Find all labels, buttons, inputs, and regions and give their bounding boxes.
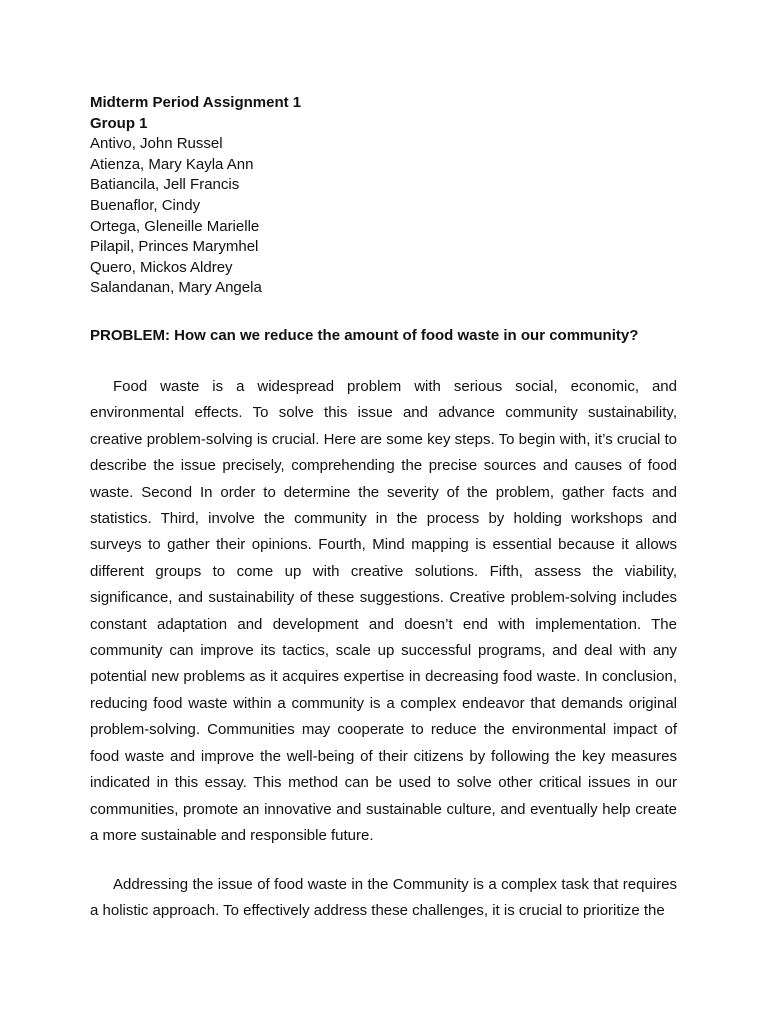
member-name: Salandanan, Mary Angela xyxy=(90,279,262,297)
problem-statement: PROBLEM: How can we reduce the amount of food waste in our community? xyxy=(90,327,639,344)
essay-paragraph: Addressing the issue of food waste in the Community is a complex task that requires a holistic approach. To effectively address these challenges, it is crucial to prioritize the xyxy=(90,876,677,920)
member-name: Quero, Mickos Aldrey xyxy=(90,258,233,276)
assignment-title: Midterm Period Assignment 1 xyxy=(90,94,302,111)
assignment-header xyxy=(90,93,680,299)
member-name: Buenaflor, Cindy xyxy=(90,196,201,214)
member-name: Atienza, Mary Kayla Ann xyxy=(90,155,254,173)
member-name: Batiancila, Jell Francis xyxy=(90,176,240,194)
member-name: Antivo, John Russel xyxy=(90,135,223,153)
essay-paragraph: Food waste is a widespread problem with serious social, economic, and environmental effects. To solve this issue and advance community sustainability, creative problem-solving is crucial. Here are some key steps. To begin with, it’s crucial to describe the issue precisely, comprehending the precise sources and causes of food waste. Second In order to determine the severity of the problem, gather facts and statistics. Third, involve the community in the process by holding workshops and surveys to gather their opinions. Fourth, Mind mapping is essential because it allows different groups to come up with creative solutions. Fifth, assess the viability, significance, and sustainability of these suggestions. Creative problem-solving includes constant adaptation and development and doesn’t end with implementation. The community can improve its tactics, scale up successful programs, and deal with any potential new problems as it acquires expertise in decreasing food waste. In conclusion, reducing food waste within a community is a complex endeavor that demands original problem-solving. Communities may cooperate to reduce the environmental impact of food waste and improve the well-being of their citizens by following the key measures indicated in this essay. This method can be used to solve other critical issues in our communities, promote an innovative and sustainable culture, and eventually help create a more sustainable and responsible future. xyxy=(90,378,677,844)
member-list xyxy=(90,134,680,299)
group-label: Group 1 xyxy=(90,114,148,132)
member-name: Pilapil, Princes Marymhel xyxy=(90,238,259,256)
member-name: Ortega, Gleneille Marielle xyxy=(90,217,260,235)
